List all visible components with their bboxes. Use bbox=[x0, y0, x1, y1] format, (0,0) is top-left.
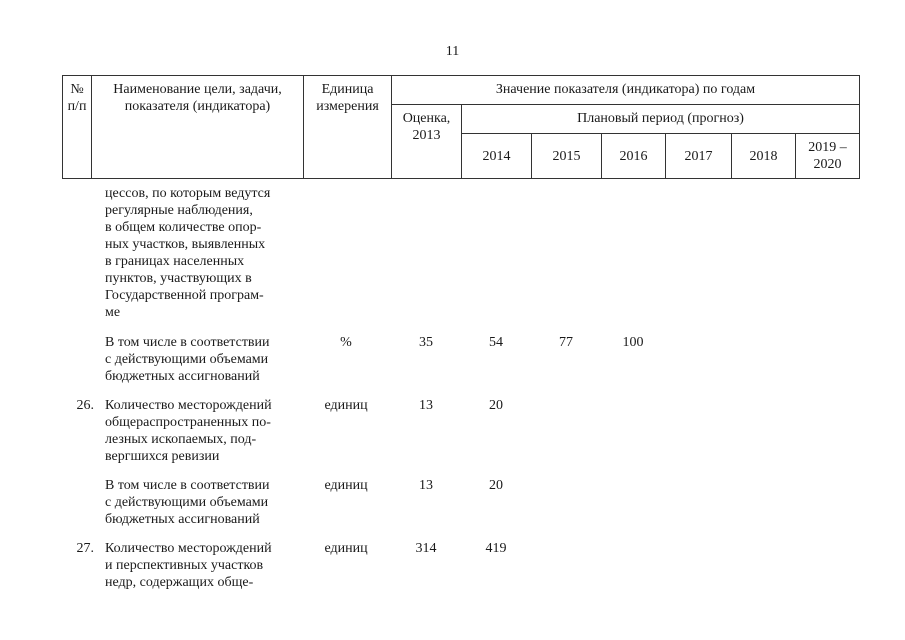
indicator-table-header bbox=[62, 75, 860, 179]
row-unit: единиц bbox=[324, 541, 368, 556]
row-name-line: Количество месторождений bbox=[105, 398, 272, 413]
row-value-2016: 100 bbox=[622, 335, 644, 350]
row-name-line: общераспространенных по- bbox=[105, 415, 271, 430]
row-unit: единиц bbox=[324, 398, 368, 413]
continued-line: Государственной програм- bbox=[105, 288, 264, 303]
row-name-line: лезных ископаемых, под- bbox=[105, 432, 257, 447]
header-year-2019-2020: 2019 – 2020 bbox=[796, 134, 860, 179]
row-value-2014: 20 bbox=[489, 398, 503, 413]
row-unit: единиц bbox=[324, 478, 368, 493]
continued-line: ме bbox=[105, 305, 121, 320]
continued-line: в границах населенных bbox=[105, 254, 245, 269]
row-name-line: В том числе в соответствии bbox=[105, 335, 270, 350]
row-unit: % bbox=[340, 335, 352, 350]
header-name: Наименование цели, задачи, показателя (индикатора) bbox=[92, 76, 304, 179]
continued-line: цессов, по которым ведутся bbox=[105, 186, 271, 201]
header-values-title: Значение показателя (индикатора) по годам bbox=[392, 76, 860, 105]
header-year-2014: 2014 bbox=[462, 134, 532, 179]
row-name-line: недр, содержащих обще- bbox=[105, 575, 254, 590]
header-year-2017: 2017 bbox=[666, 134, 732, 179]
header-year-2018: 2018 bbox=[732, 134, 796, 179]
row-name-line: В том числе в соответствии bbox=[105, 478, 270, 493]
header-unit: Единица измерения bbox=[304, 76, 392, 179]
row-name-line: Количество месторождений bbox=[105, 541, 272, 556]
row-value-2013: 35 bbox=[419, 335, 433, 350]
row-name-line: бюджетных ассигнований bbox=[105, 369, 260, 384]
continued-line: пунктов, участвующих в bbox=[105, 271, 252, 286]
row-value-2013: 13 bbox=[419, 478, 433, 493]
row-name-line: бюджетных ассигнований bbox=[105, 512, 260, 527]
header-plan-title: Плановый период (прогноз) bbox=[462, 105, 860, 134]
row-name-line: с действующими объемами bbox=[105, 352, 269, 367]
header-estimate-2013: Оценка, 2013 bbox=[392, 105, 462, 179]
row-value-2014: 54 bbox=[489, 335, 503, 350]
header-num: № п/п bbox=[63, 76, 92, 179]
row-name-line: вергшихся ревизии bbox=[105, 449, 220, 464]
continued-line: регулярные наблюдения, bbox=[105, 203, 253, 218]
row-value-2014: 419 bbox=[485, 541, 507, 556]
row-name-line: и перспективных участков bbox=[105, 558, 264, 573]
row-number: 27. bbox=[76, 541, 94, 556]
header-year-2015: 2015 bbox=[532, 134, 602, 179]
continued-line: ных участков, выявленных bbox=[105, 237, 266, 252]
row-number: 26. bbox=[76, 398, 94, 413]
row-value-2014: 20 bbox=[489, 478, 503, 493]
continued-line: в общем количестве опор- bbox=[105, 220, 262, 235]
row-name-line: с действующими объемами bbox=[105, 495, 269, 510]
row-value-2013: 314 bbox=[415, 541, 437, 556]
header-year-2016: 2016 bbox=[602, 134, 666, 179]
row-value-2015: 77 bbox=[559, 335, 573, 350]
page-number: 11 bbox=[445, 44, 460, 59]
row-value-2013: 13 bbox=[419, 398, 433, 413]
